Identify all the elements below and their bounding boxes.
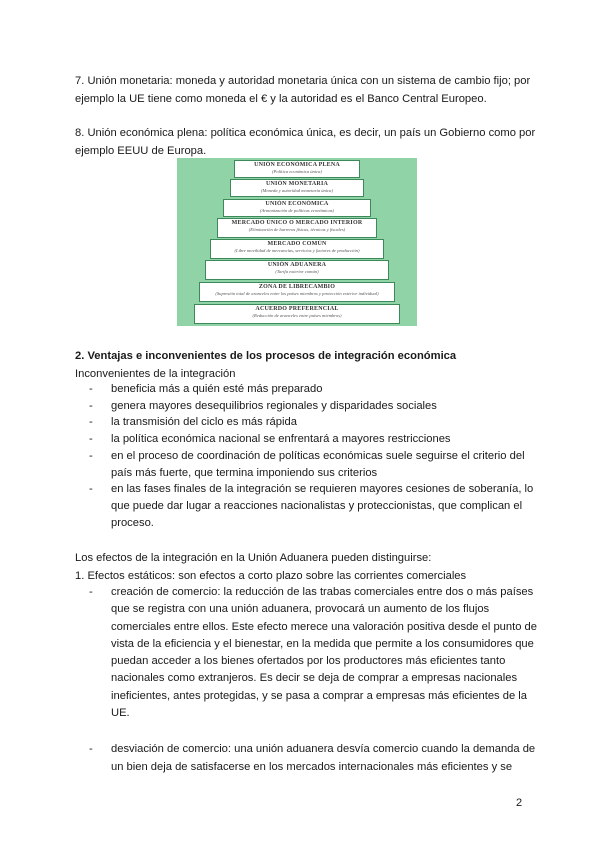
list-item-text: en el proceso de coordinación de políticas económicas suele seguirse el criterio del [111, 449, 525, 462]
pyramid-step [234, 160, 360, 178]
item-8-line: 8. Unión económica plena: política económica única, es decir, un país un Gobierno como por [75, 127, 536, 139]
effects-intro [75, 549, 530, 585]
pyramid-step [230, 179, 364, 197]
bullet-dash: - [89, 449, 93, 462]
list-item-text: proceso. [111, 516, 154, 529]
bullet-dash: - [89, 416, 93, 429]
bullet-dash: - [89, 399, 93, 412]
item-8-paragraph [75, 124, 536, 160]
pyramid-step-subtitle: (Eliminación de barreras físicas, técnicas y fiscales) [248, 227, 346, 232]
list-item-text: desviación de comercio: una unión aduanera desvía comercio cuando la demanda de [111, 743, 536, 756]
pyramid-step-title: MERCADO COMÚN [267, 241, 327, 247]
static-effects-heading: 1. Efectos estáticos: son efectos a corto plazo sobre las corrientes comerciales [75, 570, 467, 582]
pyramid-step-subtitle: (Reducción de aranceles entre países miembros) [252, 313, 342, 318]
section-subheading: Inconvenientes de la integración [75, 368, 236, 380]
pyramid-step-subtitle: (Armonización de políticas económicas) [259, 208, 335, 213]
pyramid-step-title: UNIÓN MONETARIA [265, 181, 329, 187]
bullet-dash: - [89, 483, 93, 496]
section-heading: 2. Ventajas e inconvenientes de los procesos de integración económica [75, 350, 457, 362]
list-item-text: en las fases finales de la integración se requieren mayores cesiones de soberanía, lo [111, 483, 534, 496]
pyramid-step [199, 282, 395, 302]
bullet-dash: - [89, 383, 93, 395]
item-7-line: 7. Unión monetaria: moneda y autoridad monetaria única con un sistema de cambio fijo; por [75, 75, 531, 87]
pyramid-step-title: UNIÓN ECONÓMICA [265, 201, 329, 207]
bullet-dash: - [89, 743, 93, 756]
effects-intro-text: Los efectos de la integración en la Unión Aduanera pueden distinguirse: [75, 552, 432, 564]
list-item [75, 431, 530, 448]
list-item [75, 741, 536, 776]
item-7-line: ejemplo la UE tiene como moneda el € y la autoridad es el Banco Central Europeo. [75, 93, 487, 105]
list-item-text: comerciales entre ellos. Este efecto merece una valoración positiva desde el punto de [111, 620, 537, 633]
list-item [75, 398, 530, 415]
bullet-dash: - [89, 433, 93, 446]
pyramid-step-subtitle: (Supresión total de aranceles entre los países miembros y protección exterior individual) [215, 291, 379, 296]
pyramid-step [217, 218, 377, 238]
section-2 [75, 347, 530, 383]
static-effects-list [75, 584, 537, 776]
pyramid-step-subtitle: (Tarifa exterior común) [275, 269, 319, 274]
pyramid-step [194, 304, 400, 324]
pyramid-step [205, 260, 389, 280]
bullet-dash: - [89, 586, 93, 598]
pyramid-step [223, 199, 371, 217]
pyramid-step-title: UNIÓN ADUANERA [267, 262, 327, 268]
list-item [75, 448, 530, 481]
item-7-paragraph [75, 72, 530, 108]
list-item-text: país más fuerte, que termina imponiendo sus criterios [111, 466, 378, 479]
list-item-text: creación de comercio: la reducción de las trabas comerciales entre dos o más países [111, 586, 534, 598]
list-item [75, 414, 530, 431]
list-item-text: la política económica nacional se enfrentará a mayores restricciones [111, 433, 451, 446]
list-item-text: ineficientes, antes protegidas, y se pasa a comprar a empresas más eficientes de la [111, 689, 528, 702]
pyramid-step-subtitle: (Moneda y autoridad monetaria única) [261, 188, 333, 193]
pyramid-step-subtitle: (Libre movilidad de mercancías, servicios y factores de producción) [234, 248, 360, 253]
pyramid-step-title: ZONA DE LIBRECAMBIO [258, 284, 336, 290]
item-8-line: ejemplo EEUU de Europa. [75, 145, 207, 157]
disadvantages-list [75, 381, 534, 531]
list-item-text: UE. [111, 707, 130, 720]
pyramid-step [210, 239, 384, 259]
list-item-text: que se registra con una unión aduanera, provocará un aumento de los flujos [111, 603, 490, 616]
pyramid-step-title: UNIÓN ECONÓMICA PLENA [254, 162, 340, 168]
list-item-text: vista de la eficiencia y el bienestar, en la medida que permite a los consumidores que [111, 637, 534, 650]
list-item [75, 381, 530, 398]
list-item [75, 481, 534, 531]
pyramid-step-subtitle: (Política económica única) [271, 169, 322, 174]
page-number: 2 [516, 797, 523, 809]
list-item-text: la transmisión del ciclo es más rápida [111, 416, 297, 429]
pyramid-step-title: ACUERDO PREFERENCIAL [255, 306, 339, 312]
list-item-text: beneficia más a quién esté más preparado [111, 383, 323, 395]
list-item-text: un bien deja de satisfacerse en los mercados internacionales más eficientes y se [111, 760, 513, 773]
list-item-text: genera mayores desequilibrios regionales y disparidades sociales [111, 399, 437, 412]
list-item-text: que puede dar lugar a reacciones nacionalistas y proteccionistas, que complican el [111, 499, 523, 512]
pyramid-step-title: MERCADO ÚNICO O MERCADO INTERIOR [231, 220, 363, 226]
list-item-text: nacionales como extranjeros. Es decir se deja de comprar a empresas nacionales [111, 672, 518, 685]
integration-pyramid-figure [177, 158, 417, 326]
list-item [75, 584, 537, 722]
list-item-text: puedan acceder a los bienes ofertados por los productores más eficientes tanto [111, 655, 506, 668]
